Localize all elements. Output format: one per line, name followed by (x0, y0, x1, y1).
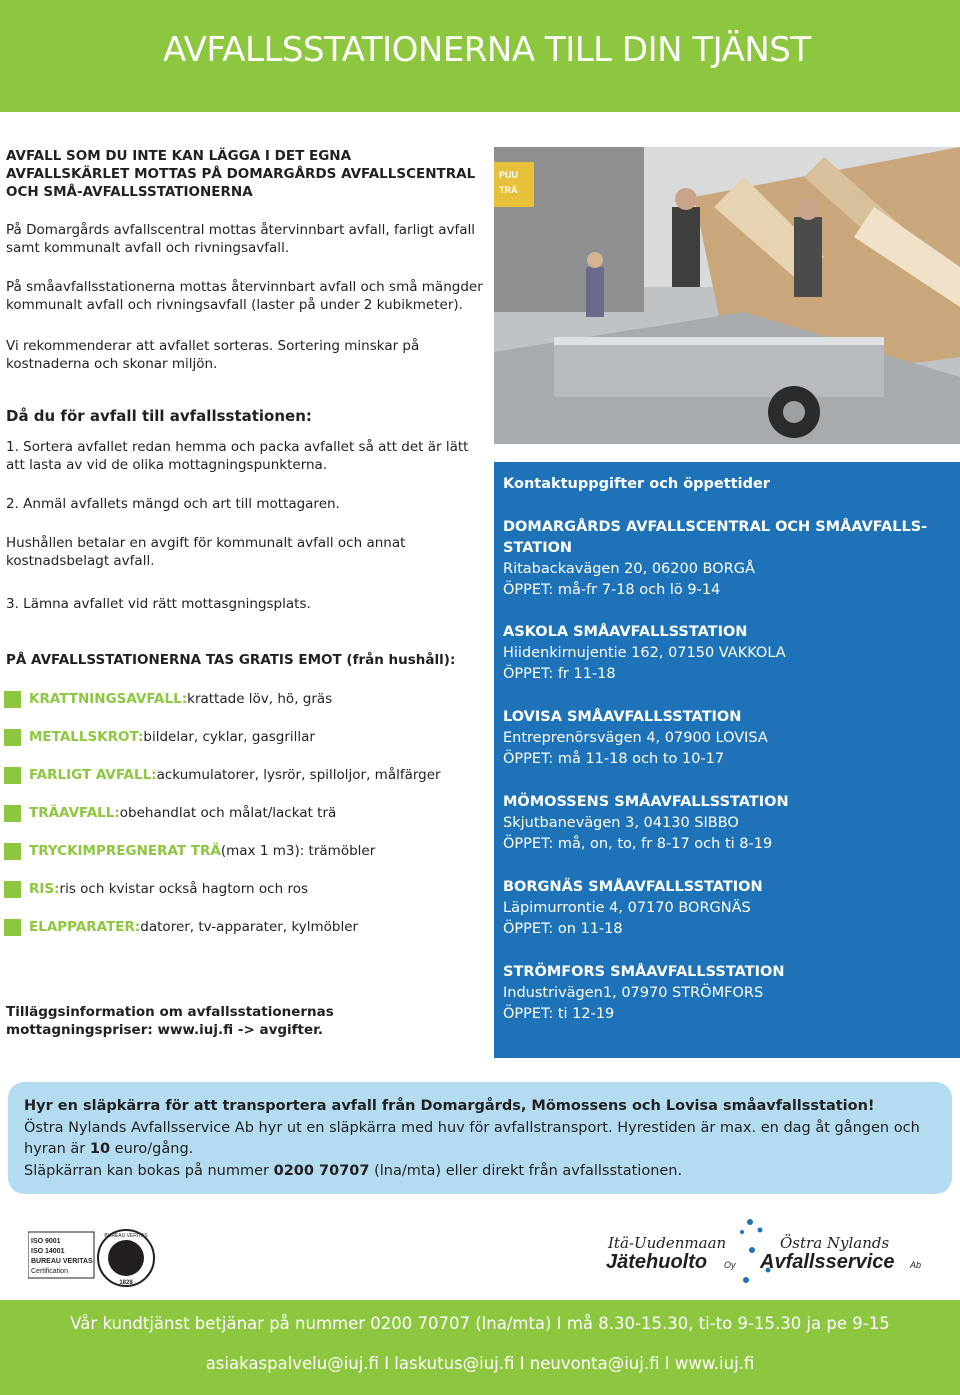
station-stromfors (503, 962, 953, 1025)
banner-text (24, 1096, 936, 1182)
banner-line-2-text: Släpkärran kan bokas på nummer (24, 1162, 274, 1179)
station-domargard (503, 517, 953, 601)
intro-heading: AVFALL SOM DU INTE KAN LÄGGA I DET EGNA AVFALLSKÄRLET MOTTAS PÅ DOMARGÅRDS AVFALLSCENTRAL OCH SMÅ-AVFALLSSTATIONERNA (6, 148, 476, 200)
free-item-metal (4, 726, 315, 748)
station-name: ASKOLA SMÅAVFALLSSTATION (503, 624, 748, 640)
station-name: BORGNÄS SMÅAVFALLSSTATION (503, 879, 763, 895)
category-description: (max 1 m3): trämöbler (220, 843, 376, 859)
station-askola (503, 622, 953, 685)
seal-year-text: 1828 (119, 1280, 133, 1286)
station-address: Ritabackavägen 20, 06200 BORGÅ (503, 561, 755, 577)
instructions-heading: Då du för avfall till avfallsstationen: (6, 407, 312, 425)
banner-line-2-end: (lna/mta) eller direkt från avfallsstationen. (369, 1162, 683, 1179)
green-bullet-icon (4, 767, 21, 784)
bureau-veritas-text: BUREAU VERITAS (31, 1258, 93, 1265)
footer-bar (0, 1300, 960, 1395)
station-borgnas (503, 877, 953, 940)
green-bullet-icon (4, 881, 21, 898)
station-hours: ÖPPET: må, on, to, fr 8-17 och ti 8-19 (503, 836, 773, 852)
banner-line-1-end: euro/gång. (110, 1141, 194, 1157)
page-title: AVFALLSSTATIONERNA TILL DIN TJÄNST (163, 30, 811, 70)
station-name: STRÖMFORS SMÅAVFALLSSTATION (503, 964, 785, 980)
booking-number: 0200 70707 (273, 1162, 370, 1179)
green-bullet-icon (4, 805, 21, 822)
free-items-heading: PÅ AVFALLSSTATIONERNA TAS GRATIS EMOT (från hushåll): (6, 652, 456, 668)
iso-14001-text: ISO 14001 (31, 1248, 65, 1255)
free-item-wood (4, 802, 336, 824)
banner-line-1-text: Östra Nylands Avfallsservice Ab hyr ut en släpkärra med huv för avfallstransport. Hyrestiden är max. en dag åt gången och hyran är (24, 1119, 920, 1157)
contact-panel (494, 462, 960, 1058)
free-item-garden (4, 688, 332, 710)
station-name: MÖMOSSENS SMÅAVFALLSSTATION (503, 794, 789, 810)
station-name: DOMARGÅRDS AVFALLSCENTRAL OCH SMÅAVFALLS-STATION (503, 519, 928, 556)
trailer-rental-banner (8, 1082, 952, 1194)
station-hours: ÖPPET: må-fr 7-18 och lö 9-14 (503, 582, 721, 598)
free-item-electronics (4, 916, 358, 938)
green-bullet-icon (4, 691, 21, 708)
category-description: ris och kvistar också hagtorn och ros (59, 881, 308, 897)
seal-top-text: BUREAU VERITAS (104, 1233, 148, 1239)
trailer-photo (494, 147, 960, 444)
station-address: Industrivägen1, 07970 STRÖMFORS (503, 985, 764, 1001)
sign-text-sv: TRÄ (499, 185, 518, 195)
intro-paragraph-stations: På småavfallsstationerna mottas återvinnbart avfall och små mängder kommunalt avfall och rivningsavfall (laster på under 2 kubikmeter). (6, 279, 483, 313)
intro-paragraph-sorting: Vi rekommenderar att avfallet sorteras. Sortering minskar på kostnaderna och skonar miljön. (6, 338, 420, 372)
free-item-brush (4, 878, 308, 900)
category-name: ELAPPARATER: (29, 919, 141, 935)
category-name: TRYCKIMPREGNERAT TRÄ (29, 843, 221, 859)
additional-info: Tilläggsinformation om avfallsstationernas mottagningspriser: www.iuj.fi -> avgifter. (6, 1004, 334, 1038)
banner-headline: Hyr en släpkärra för att transportera avfall från Domargårds, Mömossens och Lovisa småavfallsstation! (24, 1098, 875, 1114)
station-name: LOVISA SMÅAVFALLSSTATION (503, 709, 742, 725)
intro-paragraph-central: På Domargårds avfallscentral mottas återvinnbart avfall, farligt avfall samt kommunalt avfall och rivningsavfall. (6, 222, 476, 256)
green-bullet-icon (4, 843, 21, 860)
category-description: krattade löv, hö, gräs (187, 691, 333, 707)
rental-price: 10 (89, 1141, 111, 1157)
certification-text: Certification (31, 1268, 68, 1275)
header-bar (0, 0, 960, 112)
logo-fi-name: Jätehuolto (606, 1251, 708, 1273)
customer-service-hours: Vår kundtjänst betjänar på nummer 0200 70707 (lna/mta) I må 8.30-15.30, ti-to 9-15.30 ja pe 9-15 (70, 1314, 890, 1333)
station-address: Hiidenkirnujentie 162, 07150 VAKKOLA (503, 645, 786, 661)
station-lovisa (503, 707, 953, 770)
category-name: KRATTNINGSAVFALL: (29, 691, 188, 707)
station-hours: ÖPPET: fr 11-18 (503, 666, 616, 682)
logo-sv-script: Östra Nylands (780, 1234, 890, 1252)
category-name: RIS: (29, 881, 60, 897)
station-hours: ÖPPET: ti 12-19 (503, 1006, 615, 1022)
company-logo (600, 1210, 930, 1290)
contact-title: Kontaktuppgifter och öppettider (503, 476, 770, 492)
instruction-step-1: 1. Sortera avfallet redan hemma och packa avfallet så att det är lätt att lasta av vid de olika mottagningspunkterna. (6, 439, 469, 473)
fee-note: Hushållen betalar en avgift för kommunalt avfall och annat kostnadsbelagt avfall. (6, 535, 406, 569)
trailer-photo-illustration (494, 147, 960, 444)
category-name: METALLSKROT: (29, 729, 144, 745)
instruction-step-2: 2. Anmäl avfallets mängd och art till mottagaren. (6, 496, 340, 512)
instruction-step-3: 3. Lämna avfallet vid rätt mottasgningsplats. (6, 596, 311, 612)
category-name: TRÄAVFALL: (29, 805, 120, 821)
logo-sv-name: Avfallsservice (760, 1251, 895, 1273)
free-item-hazardous (4, 764, 441, 786)
logo-fi-script: Itä-Uudenmaan (608, 1234, 727, 1252)
green-bullet-icon (4, 729, 21, 746)
category-name: FARLIGT AVFALL: (29, 767, 157, 783)
category-description: ackumulatorer, lysrör, spilloljor, målfärger (156, 767, 441, 783)
category-description: obehandlat och målat/lackat trä (119, 805, 337, 821)
green-bullet-icon (4, 919, 21, 936)
logo-fi-suffix: Oy (724, 1260, 736, 1270)
station-hours: ÖPPET: on 11-18 (503, 921, 623, 937)
station-address: Entreprenörsvägen 4, 07900 LOVISA (503, 730, 768, 746)
station-address: Skjutbanevägen 3, 04130 SIBBO (503, 815, 739, 831)
station-address: Läpimurrontie 4, 07170 BORGNÄS (503, 900, 751, 916)
iso-9001-text: ISO 9001 (31, 1238, 61, 1245)
category-description: datorer, tv-apparater, kylmöbler (140, 919, 359, 935)
station-momossen (503, 792, 953, 855)
category-description: bildelar, cyklar, gasgrillar (143, 729, 315, 745)
free-item-treated-wood (4, 840, 375, 862)
sign-text-fi: PUU (499, 170, 519, 180)
iso-certification-logo (28, 1228, 156, 1290)
contact-links: asiakaspalvelu@iuj.fi I laskutus@iuj.fi I neuvonta@iuj.fi I www.iuj.fi (205, 1354, 755, 1373)
logo-sv-suffix: Ab (910, 1260, 922, 1270)
banner-line-2 (24, 1161, 936, 1183)
station-hours: ÖPPET: må 11-18 och to 10-17 (503, 751, 725, 767)
banner-line-1 (24, 1118, 936, 1161)
